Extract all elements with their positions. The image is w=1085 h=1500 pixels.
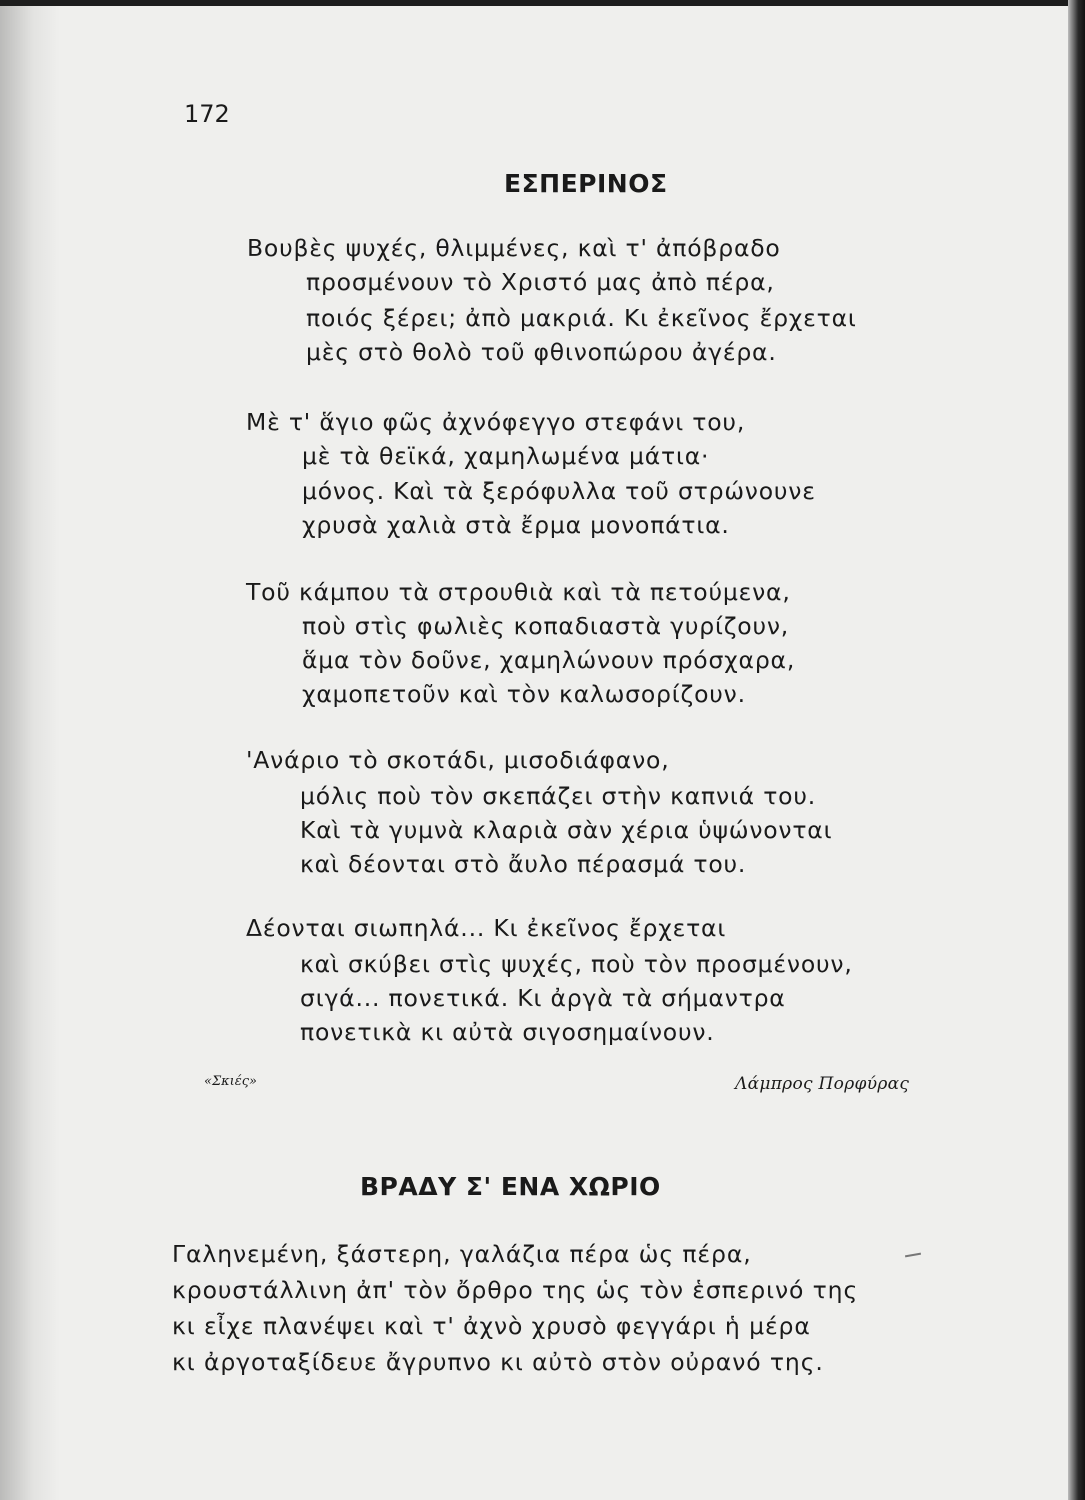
margin-mark [905,1253,921,1258]
poem-line: Βουβὲς ψυχές, θλιμμένες, καὶ τ' ἀπόβραδο [247,234,781,262]
poem-line: Μὲ τ' ἅγιο φῶς ἀχνόφεγγο στεφάνι του, [246,408,746,436]
poem-line: ποιός ξέρει; ἀπὸ μακριά. Κι ἐκεῖνος ἔρχεται [306,304,857,332]
poem-line: πονετικὰ κι αὐτὰ σιγοσημαίνουν. [300,1018,715,1046]
poem-line: χρυσὰ χαλιὰ στὰ ἔρμα μονοπάτια. [302,511,730,539]
poem-line: Δέονται σιωπηλά... Κι ἐκεῖνος ἔρχεται [246,914,727,942]
poem-line: κι ἀργοταξίδευε ἄγρυπνο κι αὐτὸ στὸν οὐρανό της. [172,1348,824,1376]
poem-line: μόνος. Καὶ τὰ ξερόφυλλα τοῦ στρώνουνε [302,477,816,505]
poem-source: «Σκιές» [204,1074,257,1089]
poem-line: μὲ τὰ θεϊκά, χαμηλωμένα μάτια· [302,442,710,470]
poem-line: μόλις ποὺ τὸν σκεπάζει στὴν καπνιά του. [300,782,817,810]
spine-shadow [0,0,60,1500]
page-number: 172 [184,100,230,128]
poem-line: ποὺ στὶς φωλιὲς κοπαδιαστὰ γυρίζουν, [302,612,790,640]
poem-line: Καὶ τὰ γυμνὰ κλαριὰ σὰν χέρια ὑψώνονται [300,816,833,844]
poem-line: Γαληνεμένη, ξάστερη, γαλάζια πέρα ὡς πέρα, [172,1240,752,1268]
poem-line: ἅμα τὸν δοῦνε, χαμηλώνουν πρόσχαρα, [302,646,796,674]
poem-line: Τοῦ κάμπου τὰ στρουθιὰ καὶ τὰ πετούμενα, [246,578,791,606]
poem-line: κρουστάλλινη ἀπ' τὸν ὄρθρο της ὡς τὸν ἑσπερινό της [172,1276,859,1304]
poem-line: καὶ σκύβει στὶς ψυχές, ποὺ τὸν προσμένουν, [300,950,853,978]
poem-author: Λάμπρος Πορφύρας [735,1074,910,1094]
poem-line: καὶ δέονται στὸ ἄυλο πέρασμά του. [300,850,747,878]
poem-line: 'Ανάριο τὸ σκοτάδι, μισοδιάφανο, [246,746,670,774]
poem-line: μὲς στὸ θολὸ τοῦ φθινοπώρου ἀγέρα. [306,338,777,366]
poem-line: χαμοπετοῦν καὶ τὸν καλωσορίζουν. [302,680,746,708]
poem-line: προσμένουν τὸ Χριστό μας ἀπὸ πέρα, [306,268,775,296]
scan-right-edge [1068,0,1085,1500]
poem-line: κι εἶχε πλανέψει καὶ τ' ἀχνὸ χρυσὸ φεγγάρι ἡ μέρα [172,1312,811,1340]
scan-top-edge [0,0,1085,6]
poem-line: σιγά... πονετικά. Κι ἀργὰ τὰ σήμαντρα [300,984,786,1012]
poem-title: ΒΡΑΔΥ Σ' ΕΝΑ ΧΩΡΙΟ [360,1172,661,1201]
poem-title: ΕΣΠΕΡΙΝΟΣ [504,169,668,198]
